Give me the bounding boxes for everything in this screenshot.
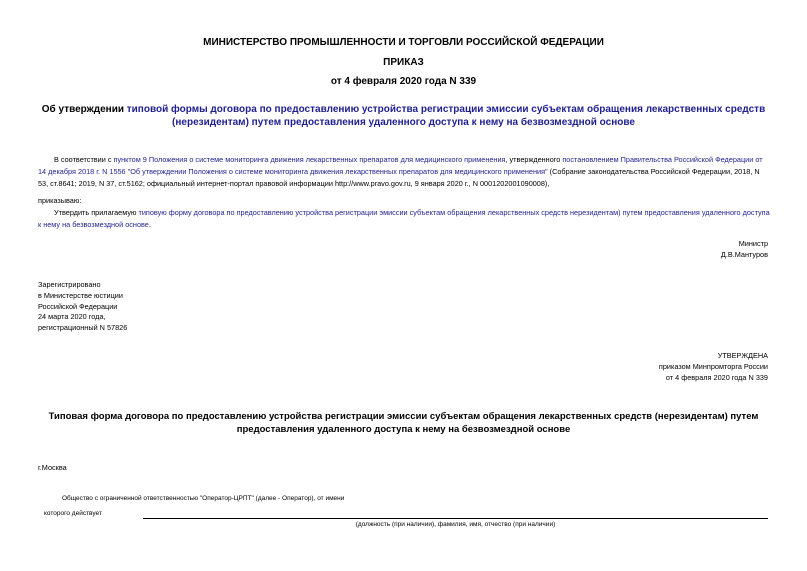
representative-field-caption: (должность (при наличии), фамилия, имя, отчество (при наличии) [355, 521, 556, 528]
signature-name: Д.В.Мантуров [720, 250, 768, 259]
doc-type-heading: ПРИКАЗ [383, 57, 424, 68]
approval-line: приказом Минпромторга России [658, 362, 768, 371]
order-form-link[interactable]: типовую форму договора по предоставлению устройства регистрации эмиссии субъектам обращения лекарственных средств нерезидентам) путем предоставления удаленного доступа к нему на безвозмездной основе [38, 208, 770, 229]
date-number-heading: от 4 февраля 2020 года N 339 [330, 76, 477, 87]
order-title-prefix: Об утверждении [41, 104, 127, 115]
registration-line: Российской Федерации [38, 301, 118, 311]
preamble-link-1[interactable]: пунктом 9 Положения о системе мониторинга движения лекарственных препаратов для медицинского применения [113, 155, 506, 164]
approval-line: от 4 февраля 2020 года N 339 [665, 373, 768, 382]
order-label: приказываю: [38, 196, 82, 205]
preamble-text-1: В соответствии с [54, 155, 114, 164]
order-title-link[interactable]: типовой формы договора по предоставлению устройства регистрации эмиссии субъектам обращения лекарственных средств (нерезидентам) путем предоставления удаленного доступа к нему на безвозмездной основе [126, 104, 766, 128]
registration-line: Зарегистрировано [38, 280, 101, 289]
registration-line: регистрационный N 57826 [38, 323, 128, 333]
company-line: Общество с ограниченной ответственностью "Оператор-ЦРПТ" (далее - Оператор), от имени [62, 495, 345, 502]
form-title-line-2: предоставления удаленного доступа к нему на безвозмездной основе [236, 424, 571, 435]
order-text-1: Утвердить прилагаемую [54, 208, 139, 217]
signature-position: Министр [738, 239, 768, 248]
representative-field-line[interactable] [143, 518, 768, 519]
registration-block [38, 280, 127, 334]
registration-line: в Министерстве юстиции [38, 290, 123, 300]
preamble-link-2[interactable]: постановлением Правительства Российской Федерации от 14 декабря 2018 г. N 1556 "Об утверждении Положения о системе мониторинга движения лекарственных препаратов для медицинского применения" [38, 155, 763, 176]
approval-block [520, 350, 768, 383]
ministry-heading: МИНИСТЕРСТВО ПРОМЫШЛЕННОСТИ И ТОРГОВЛИ РОССИЙСКОЙ ФЕДЕРАЦИИ [203, 37, 604, 48]
acting-label: которого действует [44, 510, 102, 517]
form-title [0, 410, 807, 436]
city-label: г.Москва [38, 463, 67, 472]
registration-line: 24 марта 2020 года, [38, 312, 106, 322]
order-paragraph [38, 207, 770, 231]
preamble-paragraph [38, 154, 770, 190]
preamble-text-2: , утвержденного [505, 155, 563, 164]
order-title [40, 103, 767, 129]
preamble-text-3: (Собрание законодательства Российской Федерации, 2018, N 53, ст.8641; 2019, N 37, ст.5162; официальный интернет-портал правовой информации http://www.pravo.gov.ru, 9 января 2020 г., N 0001202001090008), [38, 167, 760, 188]
form-title-line-1: Типовая форма договора по предоставлению устройства регистрации эмиссии субъектам обращения лекарственных средств (нерезидентам) путем [48, 411, 759, 422]
approval-line: УТВЕРЖДЕНА [717, 351, 768, 360]
order-text-2: . [148, 220, 151, 229]
signature-block [560, 238, 768, 260]
